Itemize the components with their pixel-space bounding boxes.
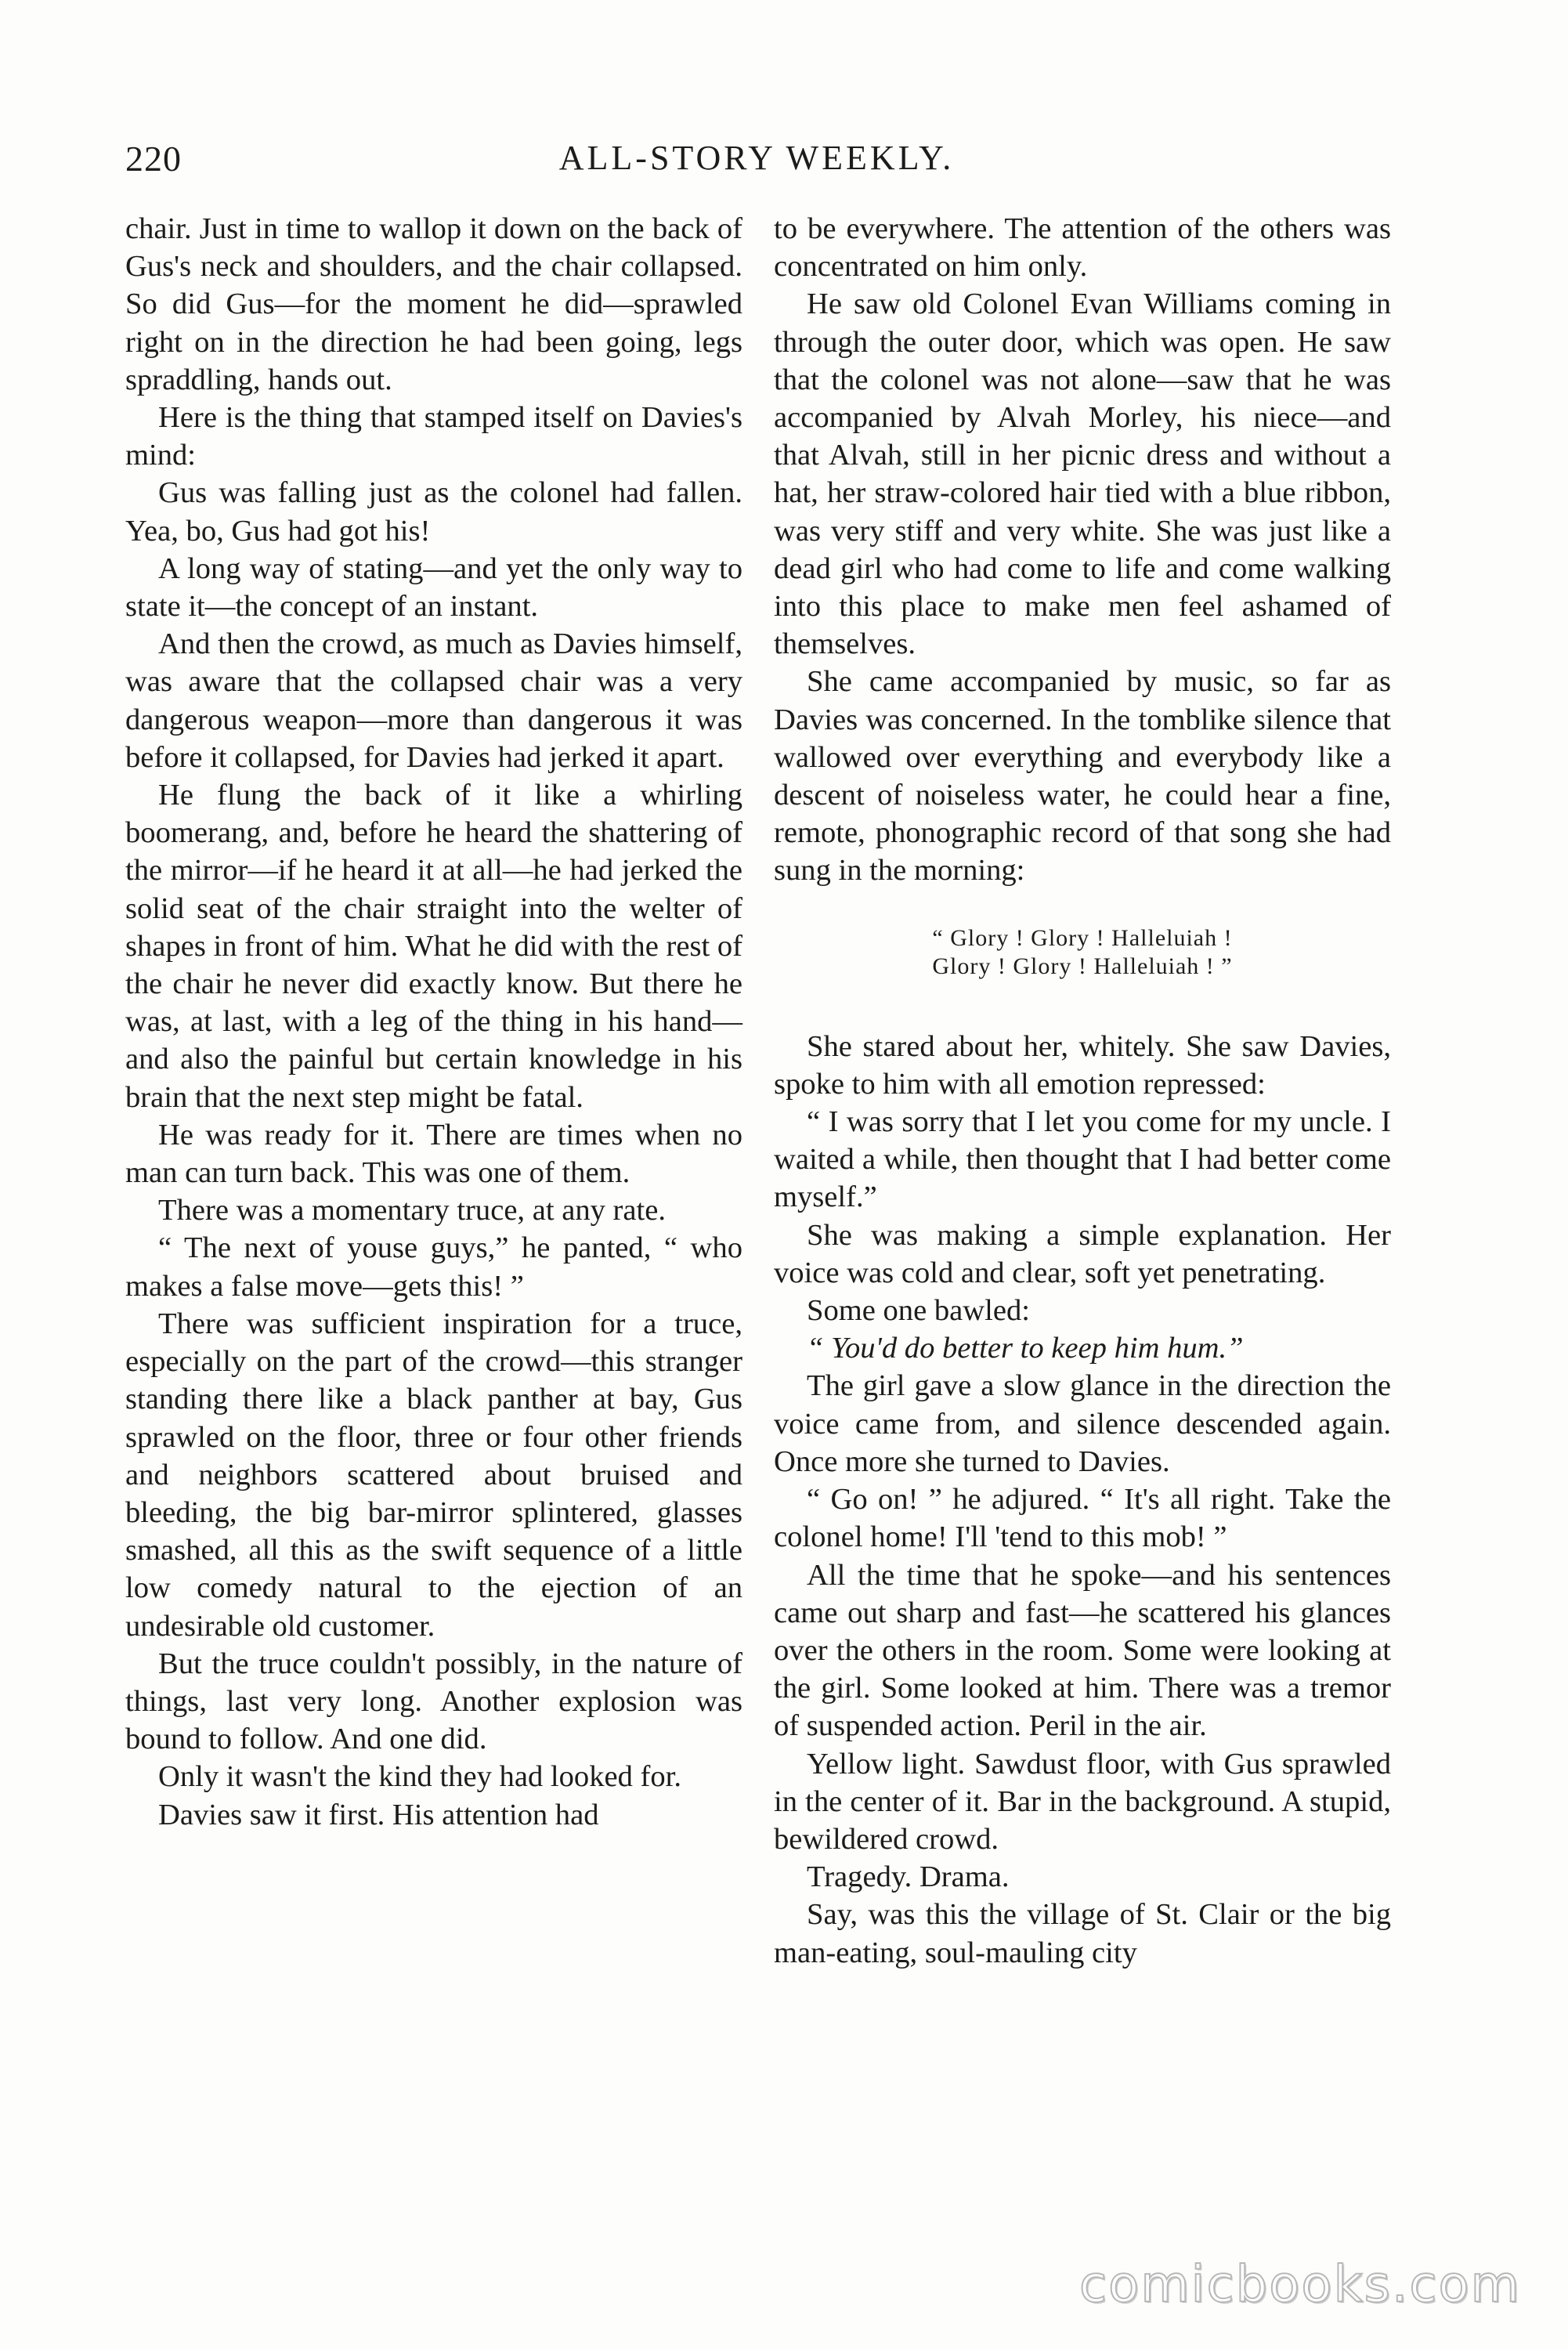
paragraph: He saw old Colonel Evan Williams coming in through the outer door, which was open. He saw that the colonel was not alone—saw that he was accompanied by Alvah Morley, his niece—and that Alvah, still in her picnic dress and without a hat, her straw-colored hair tied with a blue ribbon, was very stiff and very white. She was just like a dead girl who had come to life and come walking into this place to make men feel ashamed of themselves. xyxy=(774,287,1391,661)
left-column xyxy=(125,210,742,1834)
paragraph: But the truce couldn't possibly, in the nature of things, last very long. Another explosion was bound to follow. And one did. xyxy=(125,1647,742,1756)
paragraph-quote: “ You'd do better to keep him hum.” xyxy=(807,1332,1244,1365)
paragraph: Say, was this the village of St. Clair or the big man-eating, soul-mauling city xyxy=(774,1898,1391,1969)
paragraph: Davies saw it first. His attention had xyxy=(158,1798,599,1831)
paragraph: “ I was sorry that I let you come for my uncle. I waited a while, then thought that I had better come myself.” xyxy=(774,1105,1391,1214)
song-verse xyxy=(774,924,1391,981)
paragraph: The girl gave a slow glance in the direction the voice came from, and silence descended again. Once more she turned to Davies. xyxy=(774,1369,1391,1478)
page-number: 220 xyxy=(125,139,182,179)
paragraph: chair. Just in time to wallop it down on the back of Gus's neck and shoulders, and the chair collapsed. So did Gus—for the moment he did—sprawled right on in the direction he had been going, legs spraddling, hands out. xyxy=(125,212,742,396)
verse-line: Glory ! Glory ! Halleluiah ! ” xyxy=(932,953,1233,979)
paragraph: All the time that he spoke—and his sentences came out sharp and fast—he scattered his glances over the others in the room. Some were looking at the girl. Some looked at him. There was a tremor of suspended action. Peril in the air. xyxy=(774,1558,1391,1743)
paragraph: There was a momentary truce, at any rate. xyxy=(158,1194,667,1227)
page-header xyxy=(125,138,1388,185)
paragraph: And then the crowd, as much as Davies himself, was aware that the collapsed chair was a very dangerous weapon—more than dangerous it was before it collapsed, for Davies had jerked it apart. xyxy=(125,627,742,774)
paragraph: to be everywhere. The attention of the others was concentrated on him only. xyxy=(774,212,1391,284)
paragraph: A long way of stating—and yet the only way to state it—the concept of an instant. xyxy=(125,551,742,624)
paragraph: Tragedy. Drama. xyxy=(807,1860,1010,1894)
paragraph: “ Go on! ” he adjured. “ It's all right. Take the colonel home! I'll 'tend to this mob! ” xyxy=(774,1483,1391,1554)
paragraph: He was ready for it. There are times when no man can turn back. This was one of them. xyxy=(125,1118,742,1190)
paragraph: He flung the back of it like a whirling boomerang, and, before he heard the shattering of the mirror—if he heard it at all—he had jerked the solid seat of the chair straight into the welter of shapes in front of him. What he did with the rest of the chair he never did exactly know. But there he was, at last, with a leg of the thing in his hand—and also the painful but certain knowledge in his brain that the next step might be fatal. xyxy=(125,779,742,1114)
verse-line: “ Glory ! Glory ! Halleluiah ! xyxy=(932,924,1233,951)
paragraph: She came accompanied by music, so far as Davies was concerned. In the tomblike silence that wallowed over everything and everybody like a descent of noiseless water, he could hear a fine, remote, phonographic record of that song she had sung in the morning: xyxy=(774,665,1391,888)
watermark-logo: comicbooks.com xyxy=(1078,2256,1521,2314)
paragraph: Some one bawled: xyxy=(807,1294,1030,1328)
right-column xyxy=(774,210,1391,1972)
running-head: ALL-STORY WEEKLY. xyxy=(558,139,955,177)
paragraph: Yellow light. Sawdust floor, with Gus sprawled in the center of it. Bar in the background. A stupid, bewildered crowd. xyxy=(774,1747,1391,1856)
paragraph: She stared about her, whitely. She saw Davies, spoke to him with all emotion repressed: xyxy=(774,1029,1391,1101)
paragraph: Only it wasn't the kind they had looked for. xyxy=(158,1760,682,1794)
paragraph: She was making a simple explanation. Her voice was cold and clear, soft yet penetrating. xyxy=(774,1218,1391,1289)
paragraph: Here is the thing that stamped itself on Davies's mind: xyxy=(125,401,742,472)
paragraph: “ The next of youse guys,” he panted, “ who makes a false move—gets this! ” xyxy=(125,1231,742,1303)
paragraph: There was sufficient inspiration for a truce, especially on the part of the crowd—this stranger standing there like a black panther at bay, Gus sprawled on the floor, three or four other friends and neighbors scattered about bruised and bleeding, the big bar-mirror splintered, glasses smashed, all this as the swift sequence of a little low comedy natural to the ejection of an undesirable old customer. xyxy=(125,1307,742,1643)
paragraph: Gus was falling just as the colonel had fallen. Yea, bo, Gus had got his! xyxy=(125,476,742,548)
